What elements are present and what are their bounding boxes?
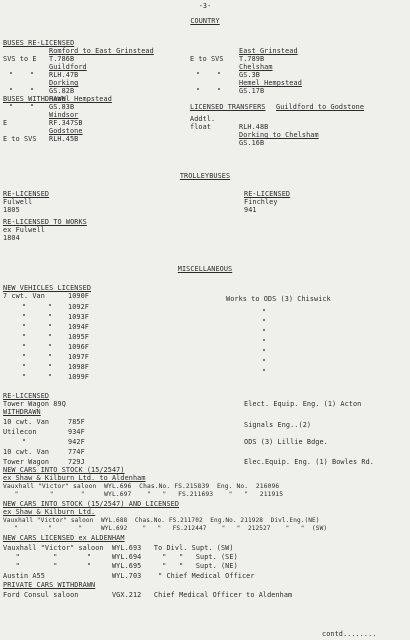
- tower-wagon-89q: Tower Wagon 89Q: [3, 400, 66, 408]
- list-item: 1093F: [68, 313, 89, 321]
- heading-relicensed-works: RE-LICENSED TO WORKS: [3, 218, 87, 226]
- trolley-depot-finchley: Finchley: [244, 198, 278, 206]
- list-item: 1095F: [68, 333, 89, 341]
- heading-buses-relicensed: BUSES RE-LICENSED: [3, 39, 75, 47]
- contd-footer: contd........: [322, 630, 377, 638]
- list-item: 1096F: [68, 343, 89, 351]
- trolley-number-941: 941: [244, 206, 257, 214]
- table-row: Utilecon: [3, 428, 37, 436]
- heading-new-cars-stock-licensed: NEW CARS INTO STOCK (15/2547) AND LICENSED: [3, 500, 180, 508]
- table-row: Tower Wagon: [3, 458, 50, 466]
- heading-private-cars-withdrawn: PRIVATE CARS WITHDRAWN: [3, 581, 96, 589]
- page-number: -3-: [198, 2, 212, 10]
- stock-line-1: Vauxhall "Victor" saloon WYL.696 Chas.No. FS.215839 Eng. No. 216096: [3, 483, 280, 490]
- table-row: ": [22, 438, 27, 446]
- heading-misc-withdrawn: WITHDRAWN: [3, 408, 41, 416]
- list-item: 1098F: [68, 363, 89, 371]
- float-label: float: [190, 123, 211, 131]
- table-row: " " " WYL.695 " " Supt. (NE): [3, 562, 238, 570]
- heading-trolley-relicensed-right: RE-LICENSED: [244, 190, 291, 198]
- heading-new-cars-licensed: NEW CARS LICENSED ex ALDENHAM: [3, 534, 125, 542]
- stock-licensed-line-2: " " " WYL.692 " " FS.212447 " " 212527 " " (SW): [3, 525, 328, 532]
- route-guildford-godstone: Guildford to Godstone: [276, 103, 365, 111]
- list-item: 1090F: [68, 292, 89, 300]
- table-row: Ford Consul saloon VGX.212 Chief Medical Officer to Aldenham: [3, 591, 293, 599]
- heading-new-cars-into-stock: NEW CARS INTO STOCK (15/2547): [3, 466, 125, 474]
- route-dorking-chelsham: Dorking to Chelsham: [239, 131, 319, 139]
- transfer-fleet-2: GS.16B: [239, 139, 265, 147]
- transfer-fleet-1: RLH.48B: [239, 123, 269, 131]
- trolley-depot-fulwell: Fulwell: [3, 198, 33, 206]
- heading-licensed-transfers: LICENSED TRANSFERS: [190, 103, 266, 111]
- heading-miscellaneous: MISCELLANEOUS: [177, 265, 233, 273]
- heading-buses-withdrawn: BUSES WITHDRAWN: [3, 95, 66, 103]
- new-vehicles-destination: Works to ODS (3) Chiswick: [226, 295, 331, 303]
- heading-trolleybuses: TROLLEYBUSES: [179, 172, 231, 180]
- table-row: Austin A55 WYL.703 " Chief Medical Officer: [3, 572, 255, 580]
- list-item: 1099F: [68, 373, 89, 381]
- list-item: 1092F: [68, 303, 89, 311]
- table-row: 10 cwt. Van: [3, 418, 50, 426]
- table-row: Vauxhall "Victor" saloon WYL.693 To Divl. Supt. (SW): [3, 544, 234, 552]
- stock-line-2: " " " WYL.697 " " FS.211693 " " 211915: [3, 491, 284, 498]
- route-romford-east-grinstead: Romford to East Grinstead: [49, 47, 154, 55]
- van-type: 7 cwt. Van: [3, 292, 45, 300]
- table-row: " " " WYL.694 " " Supt. (SE): [3, 553, 238, 561]
- supplier-shaw-kilburn: ex Shaw & Kilburn Ltd. to Aldenham: [3, 474, 146, 482]
- list-item: 1097F: [68, 353, 89, 361]
- trolley-number-1804: 1804: [3, 234, 20, 242]
- relicensed-dest: Elect. Equip. Eng. (1) Acton: [244, 400, 362, 408]
- heading-trolley-relicensed: RE-LICENSED: [3, 190, 50, 198]
- heading-new-vehicles: NEW VEHICLES LICENSED: [3, 284, 92, 292]
- trolley-number-1805: 1805: [3, 206, 20, 214]
- table-row: 10 cwt. Van: [3, 448, 50, 456]
- trolley-from: ex Fulwell: [3, 226, 45, 234]
- stock-licensed-line-1: Vauxhall "Victor" saloon WYL.688 Chas.No. FS.211702 Eng.No. 211928 Divl.Eng.(NE): [3, 517, 320, 524]
- heading-country: COUNTRY: [190, 17, 220, 25]
- document-page: -3- COUNTRY BUSES RE-LICENSED Romford to East Grinstead SVS to E T.786B Guildford " " RLH.47B Dorking " " GS.82B Hemel Hempstead " " GS.83B East Grinstead E to SVS T.789B Chelsham " " GS.3B Hemel Hempstead " " GS.17B BUSES WITHDRAWN Windsor E RF.347SB Godstone E to SVS RLH.45B LICENSED TRANSFERS Guildford to Godstone Addtl. float RLH.48B Dorking to Chelsham GS.16B TROLLEYBUSES RE-LICENSED Fulwell 1805 RE-LICENSED Finchley 941 RE-LICENSED TO WORKS ex Fulwell 1804 MISCELLANEOUS NEW VEHICLES LICENSED 7 cwt. Van Works to ODS (3) Chiswick 1090F " " 1092F " " 1093F " " 1094F " " 1095F " " 1096F " " 1097F " " 1098F " " 1099F " " " " " " " RE-LICENSED Tower Wagon 89Q Elect. Equip. Eng. (1) Acton WITHDRAWN 10 cwt. Van 785F Signals Eng..(2) Utilecon 934F " 942F ODS (3) Lillie Bdge. 10 cwt. Van 774F Tower Wagon 729J Elec.Equip. Eng. (1) Bowles Rd. NEW CARS INTO STOCK (15/2547) ex Shaw & Kilburn Ltd. to Aldenham Vauxhall "Victor" saloon WYL.696 Chas.No. FS.215839 Eng. No. 216096 " " " WYL.697 " " FS.211693 " " 211915 NEW CARS INTO STOCK (15/2547) AND LICENSED ex Shaw & Kilburn Ltd. Vauxhall "Victor" saloon WYL.688 Chas.No. FS.211702 Eng.No. 211928 Divl.Eng.(NE) " " " WYL.692 " " FS.212447 " " 212527 " " (SW) NEW CARS LICENSED ex ALDENHAM Vauxhall "Victor" saloon WYL.693 To Divl. Supt. (SW) " " " WYL.694 " " Supt. (SE) " " " WYL.695 " " Supt. (NE) Austin A55 WYL.703 " Chief Medical Officer PRIVATE CARS WITHDRAWN Ford Consul saloon VGX.212 Chief Medical Officer to Aldenham contd........: [0, 0, 410, 640]
- heading-misc-relicensed: RE-LICENSED: [3, 392, 50, 400]
- addtl-label: Addtl.: [190, 115, 216, 123]
- list-item: 1094F: [68, 323, 89, 331]
- supplier-shaw-kilburn-2: ex Shaw & Kilburn Ltd.: [3, 508, 96, 516]
